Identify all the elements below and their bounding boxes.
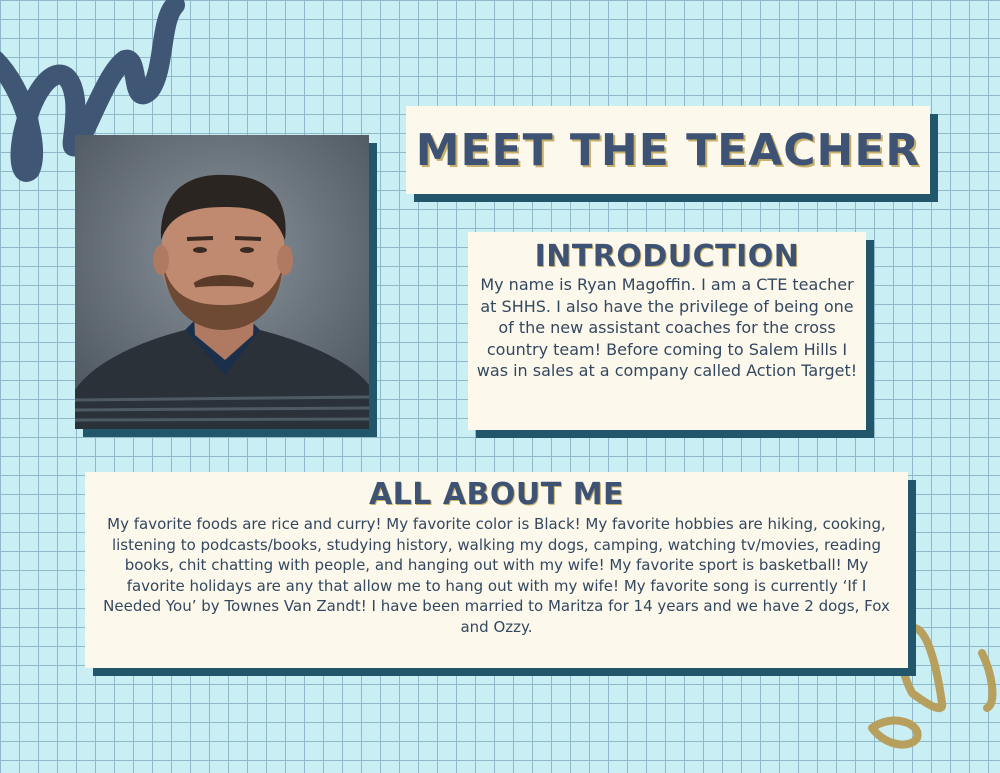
title-card [406, 106, 930, 194]
about-me-heading: ALL ABOUT ME [368, 477, 625, 512]
about-me-card [85, 472, 908, 668]
teacher-photo [75, 135, 369, 429]
introduction-card [468, 232, 866, 430]
about-me-text: My favorite foods are rice and curry! My favorite color is Black! My favorite hobbies are hiking, cooking, listening to podcasts/books, studying history, walking my dogs, camping, watching tv/movies, reading books, chit chatting with people, and hanging out with my wife! My favorite sport is basketball! My favorite holidays are any that allow me to hang out with my wife! My favorite song is currently ‘If I Needed You’ by Townes Van Zandt! I have been married to Maritza for 14 years and we have 2 dogs, Fox and Ozzy. [103, 515, 890, 636]
introduction-text: My name is Ryan Magoffin. I am a CTE teacher at SHHS. I also have the privilege of being one of the new assistant coaches for the cross country team! Before coming to Salem Hills I was in sales at a company called Action Target! [476, 275, 858, 380]
page-title: MEET THE TEACHER [415, 124, 921, 176]
introduction-heading: INTRODUCTION [534, 239, 800, 274]
teacher-portrait-icon [75, 135, 369, 429]
